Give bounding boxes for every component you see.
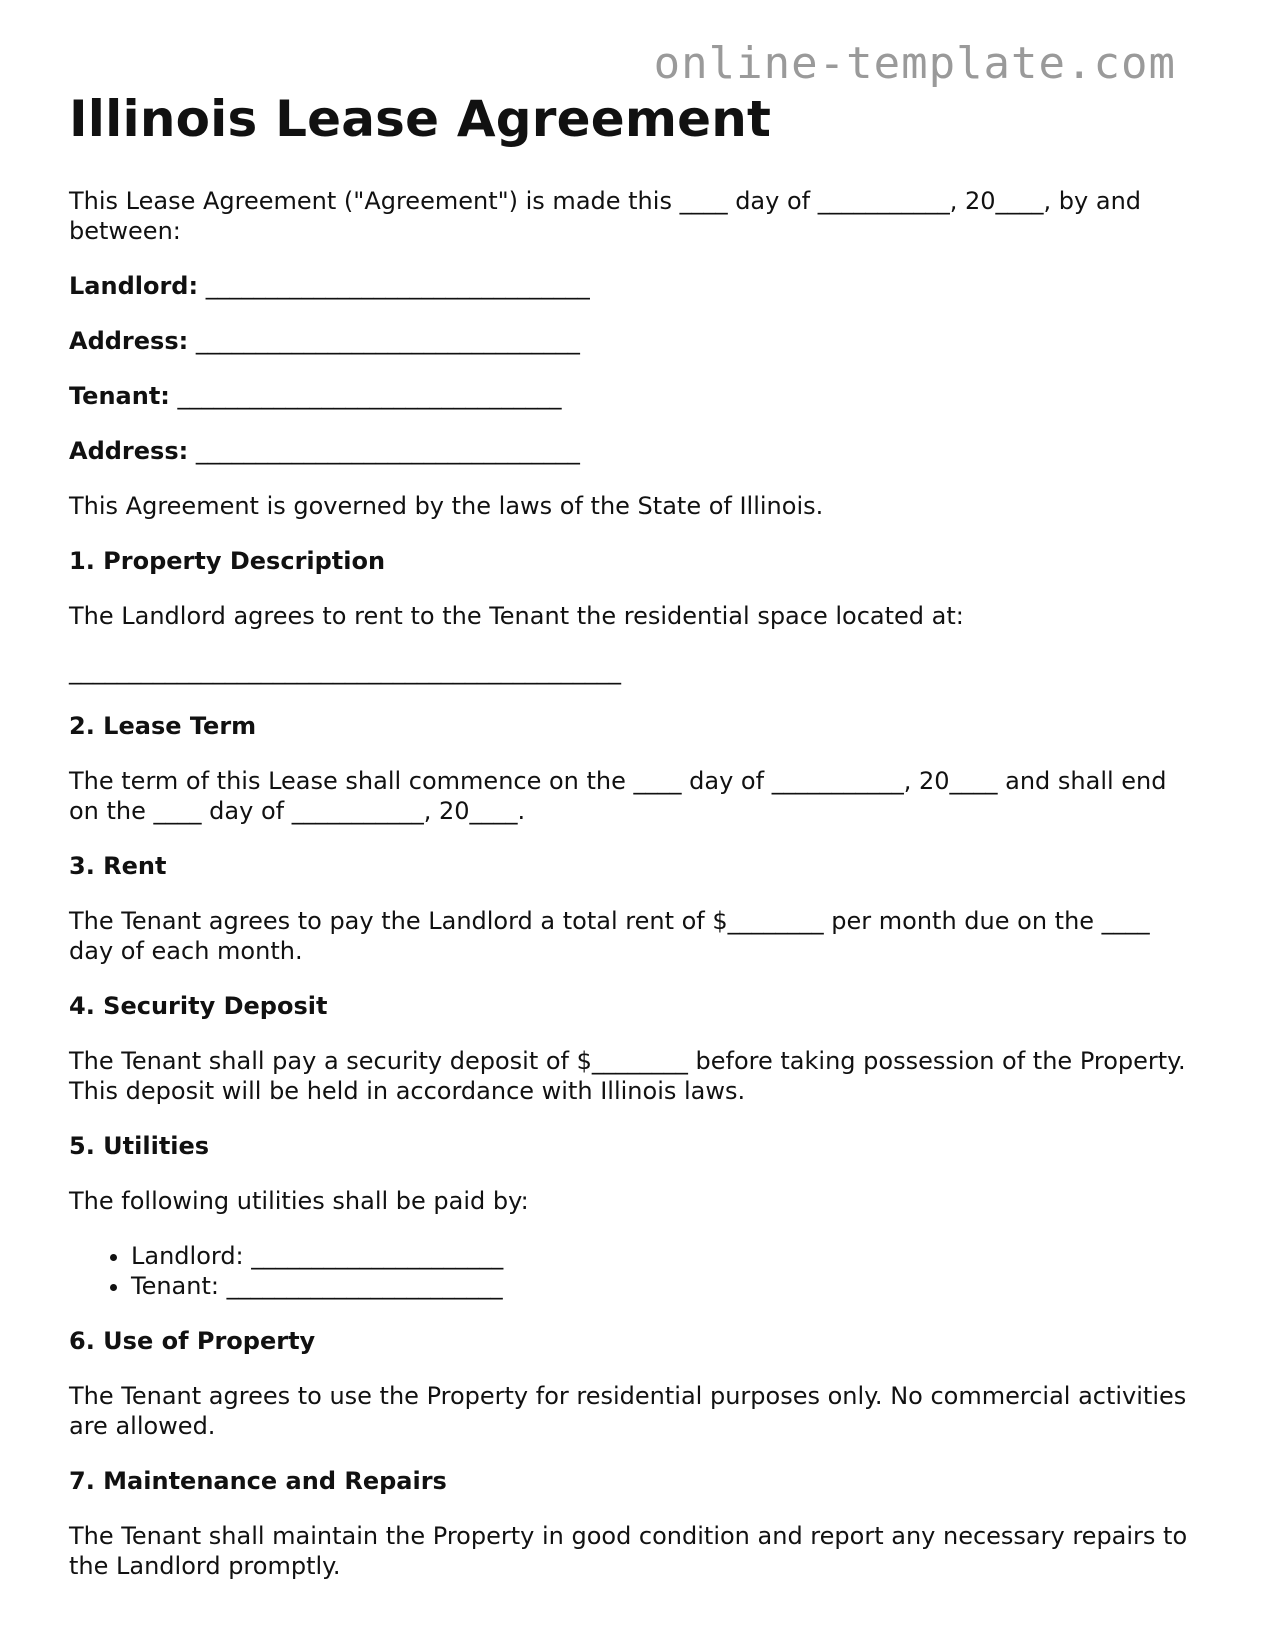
landlord-blank: ________________________________ — [205, 272, 590, 300]
tenant-blank: ________________________________ — [177, 382, 562, 410]
section-term-heading: 2. Lease Term — [69, 712, 257, 740]
property-address-blank: ______________________________________________ — [69, 657, 621, 685]
utilities-tenant-item: • Tenant: _______________________ — [131, 1271, 1199, 1301]
section-rent-heading: 3. Rent — [69, 852, 167, 880]
tenant-address-field — [69, 436, 1199, 466]
tenant-field — [69, 381, 1199, 411]
utilities-list — [69, 1241, 1199, 1301]
landlord-label: Landlord: — [69, 272, 199, 300]
tenant-address-blank: ________________________________ — [195, 437, 580, 465]
section-maintenance-text: The Tenant shall maintain the Property in good condition and report any necessary repairs to the Landlord promptly. — [69, 1522, 1188, 1580]
section-use-text: The Tenant agrees to use the Property for residential purposes only. No commercial activities are allowed. — [69, 1382, 1187, 1440]
document-page — [69, 86, 1199, 1606]
tenant-address-label: Address: — [69, 437, 189, 465]
intro-paragraph: This Lease Agreement ("Agreement") is made this ____ day of ___________, 20____, by and between: — [69, 187, 1142, 245]
section-maintenance-heading: 7. Maintenance and Repairs — [69, 1467, 447, 1495]
section-property-heading: 1. Property Description — [69, 547, 386, 575]
landlord-address-field — [69, 326, 1199, 356]
landlord-address-blank: ________________________________ — [195, 327, 580, 355]
landlord-field — [69, 271, 1199, 301]
section-utilities-text: The following utilities shall be paid by: — [69, 1187, 529, 1215]
section-term-text: The term of this Lease shall commence on the ____ day of ___________, 20____ and shall end on the ____ day of ___________, 20____. — [69, 767, 1167, 825]
section-deposit-heading: 4. Security Deposit — [69, 992, 328, 1020]
utilities-landlord-item: • Landlord: _____________________ — [131, 1241, 1199, 1271]
watermark: online-template.com — [653, 38, 1176, 89]
section-deposit-text: The Tenant shall pay a security deposit of $________ before taking possession of the Property. This deposit will be held in accordance with Illinois laws. — [69, 1047, 1186, 1105]
section-rent-text: The Tenant agrees to pay the Landlord a total rent of $________ per month due on the ____ day of each month. — [69, 907, 1150, 965]
section-property-text: The Landlord agrees to rent to the Tenant the residential space located at: — [69, 602, 964, 630]
tenant-label: Tenant: — [69, 382, 170, 410]
section-use-heading: 6. Use of Property — [69, 1327, 316, 1355]
landlord-address-label: Address: — [69, 327, 189, 355]
section-utilities-heading: 5. Utilities — [69, 1132, 210, 1160]
governing-law-text: This Agreement is governed by the laws of the State of Illinois. — [69, 492, 824, 520]
page-title: Illinois Lease Agreement — [69, 90, 772, 148]
